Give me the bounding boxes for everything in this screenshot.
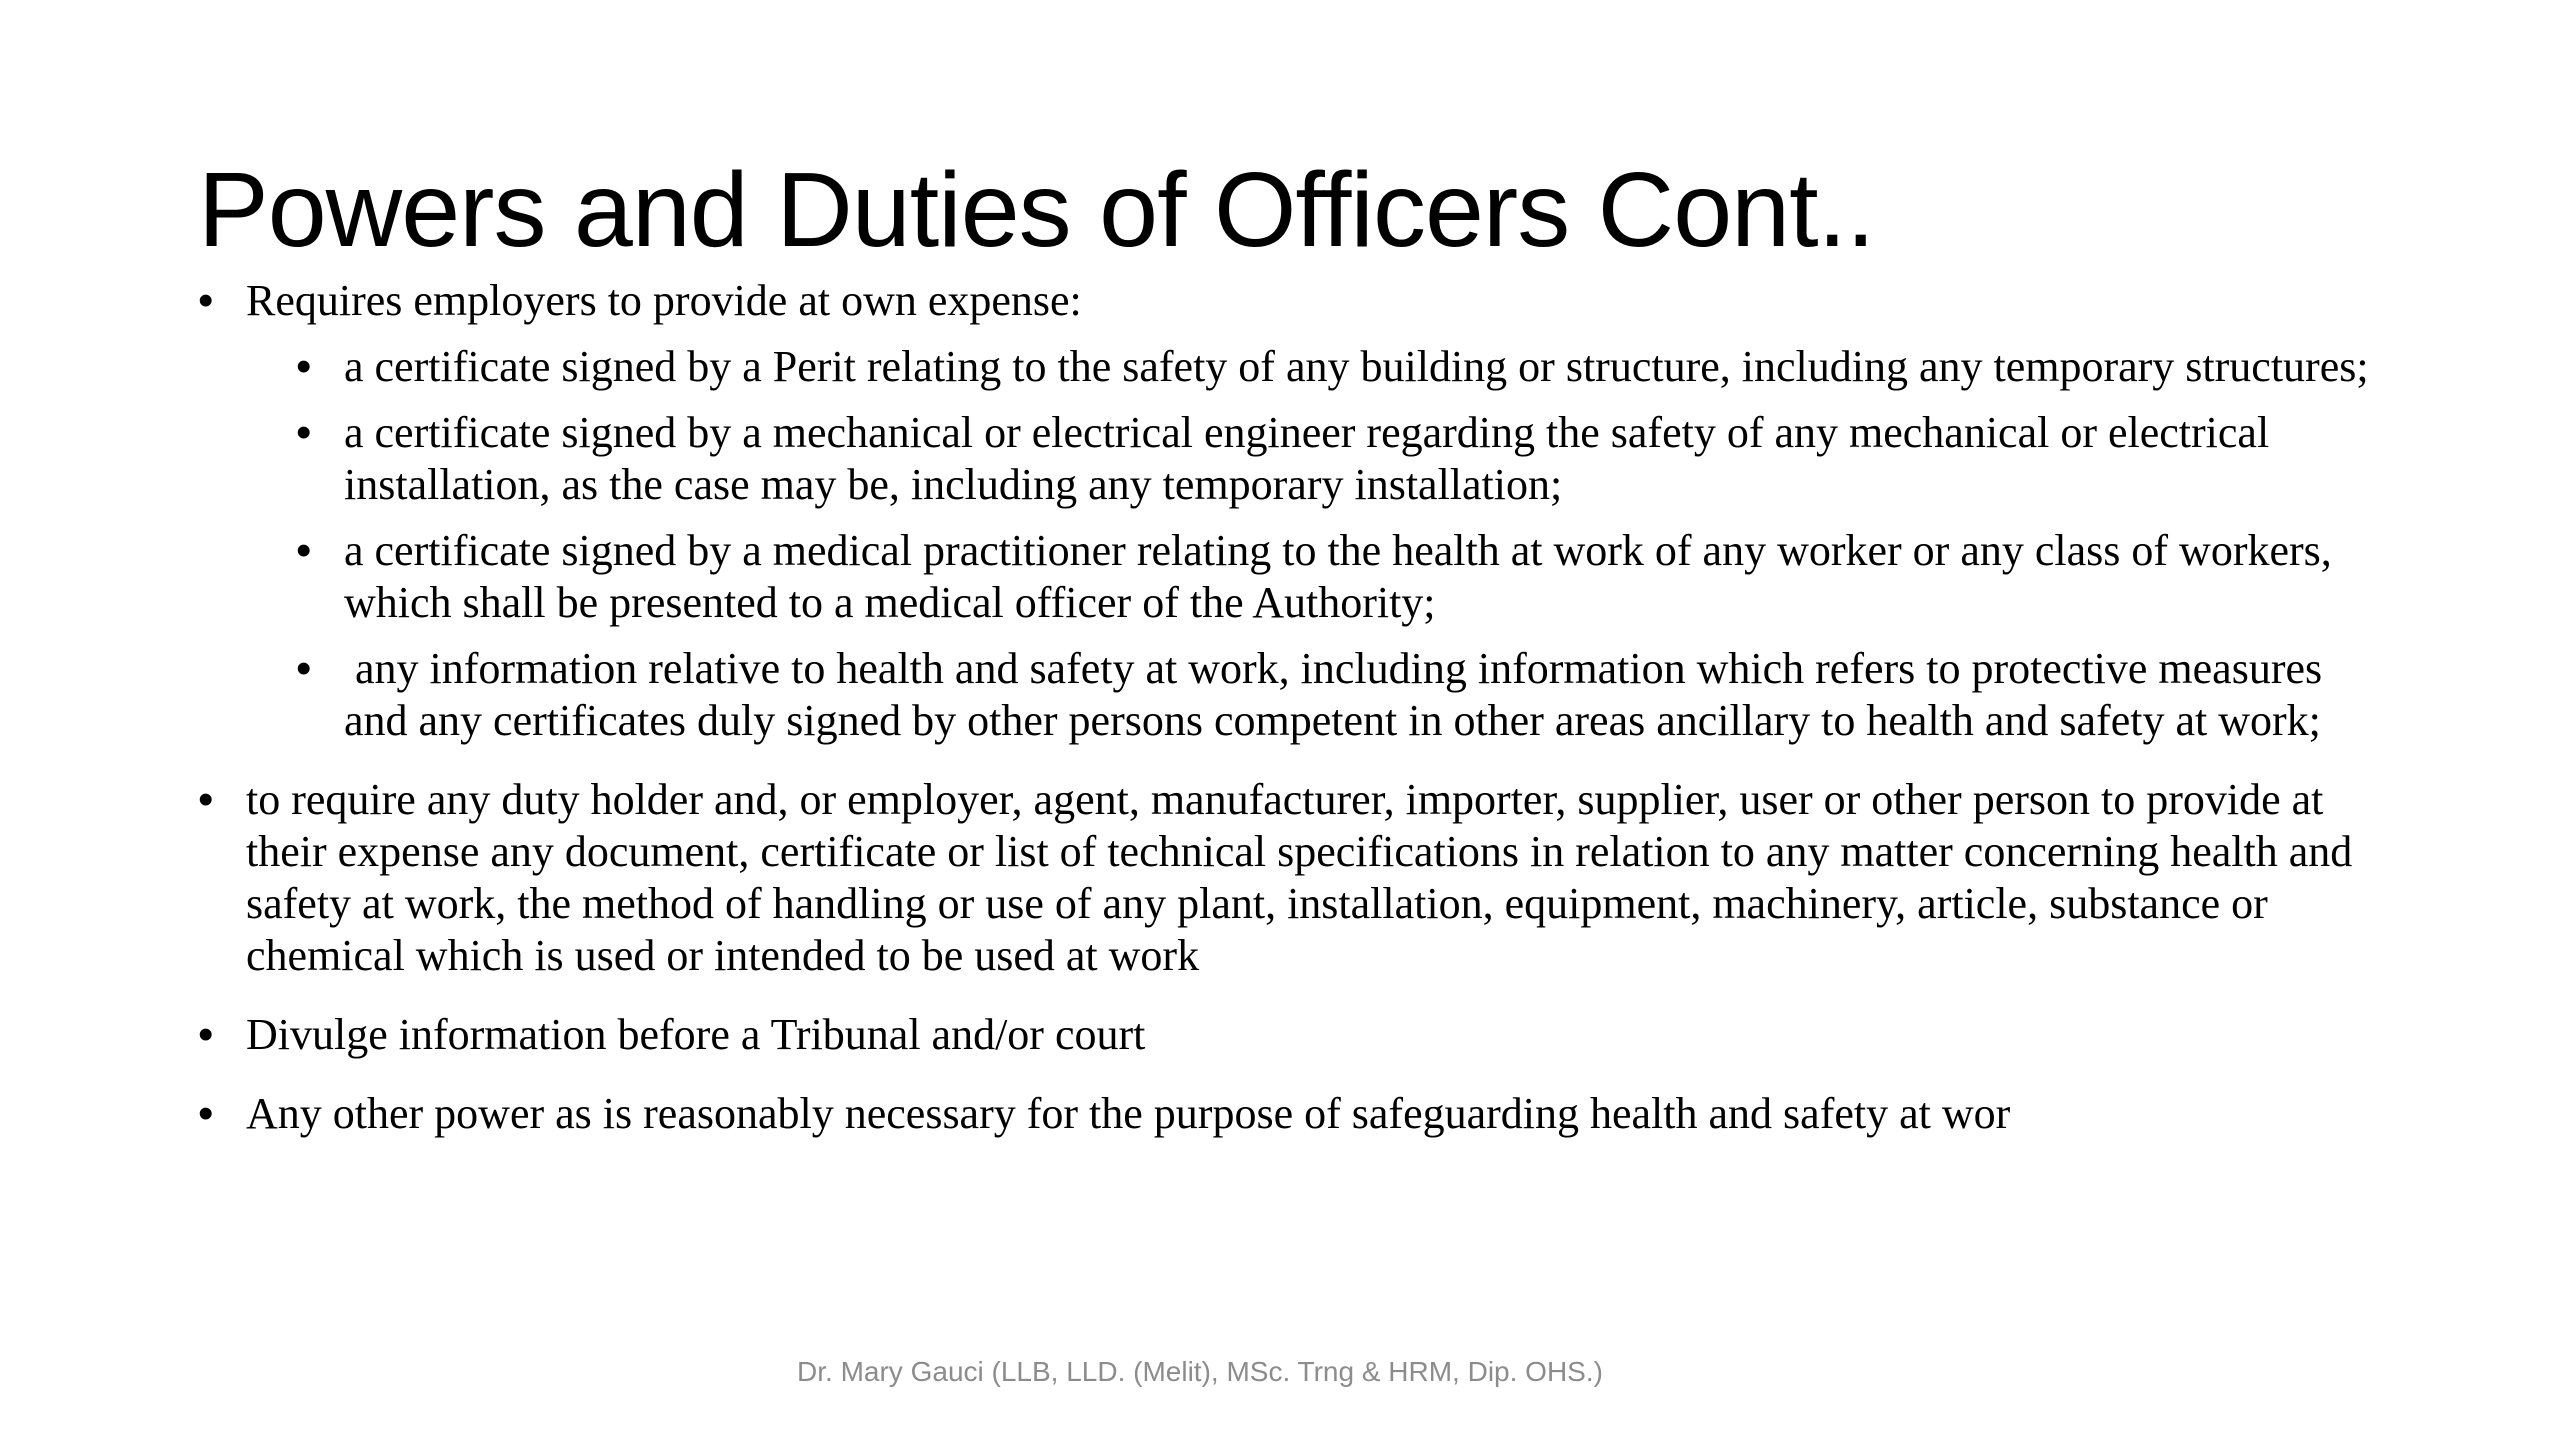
- sub-bullet-item-health-safety-information: [296, 643, 2388, 747]
- sub-bullet-text: a certificate signed by a Perit relating to the safety of any building or structure, including any temporary structures;: [344, 342, 2369, 391]
- bullet-icon: •: [198, 775, 214, 824]
- bullet-item-require-documents: [198, 774, 2388, 982]
- bullet-icon: •: [296, 342, 312, 391]
- bullet-icon: •: [296, 408, 312, 457]
- bullet-item-any-other-power: [198, 1088, 2388, 1140]
- sub-bullet-item-perit-certificate: [296, 341, 2388, 393]
- bullet-text: Divulge information before a Tribunal and/or court: [246, 1010, 1146, 1059]
- bullet-icon: •: [198, 1010, 214, 1059]
- sub-bullet-text: a certificate signed by a mechanical or electrical engineer regarding the safety of any mechanical or electrical installation, as the case may be, including any temporary installation;: [344, 408, 2270, 509]
- sub-bullet-text: any information relative to health and safety at work, including information which refers to protective measures and any certificates duly signed by other persons competent in other areas ancillary to health and safety at work;: [344, 644, 2334, 745]
- sub-bullet-text: a certificate signed by a medical practitioner relating to the health at work of any worker or any class of workers, which shall be presented to a medical officer of the Authority;: [344, 526, 2332, 627]
- bullet-icon: •: [296, 526, 312, 575]
- sub-bullet-item-medical-certificate: [296, 525, 2388, 629]
- bullet-item-provide-at-expense: [198, 275, 2388, 747]
- slide-title: Powers and Duties of Officers Cont..: [198, 151, 1875, 269]
- bullet-text: Requires employers to provide at own expense:: [246, 276, 1082, 325]
- sub-bullet-list: [296, 341, 2388, 747]
- bullet-icon: •: [296, 644, 312, 693]
- bullet-item-divulge-information: [198, 1009, 2388, 1061]
- bullet-list: [198, 275, 2388, 1140]
- bullet-text: Any other power as is reasonably necessary for the purpose of safeguarding health and safety at wor: [246, 1089, 2011, 1138]
- slide-body: [198, 275, 2388, 1140]
- bullet-icon: •: [198, 1089, 214, 1138]
- slide-footer: Dr. Mary Gauci (LLB, LLD. (Melit), MSc. Trng & HRM, Dip. OHS.): [797, 1356, 1603, 1387]
- bullet-icon: •: [198, 276, 214, 325]
- bullet-text: to require any duty holder and, or employer, agent, manufacturer, importer, supplier, user or other person to provide at their expense any document, certificate or list of technical specifications in relation to any matter concerning health and safety at work, the method of handling or use of any plant, installation, equipment, machinery, article, substance or chemical which is used or intended to be used at work: [246, 775, 2353, 980]
- sub-bullet-item-engineer-certificate: [296, 407, 2388, 511]
